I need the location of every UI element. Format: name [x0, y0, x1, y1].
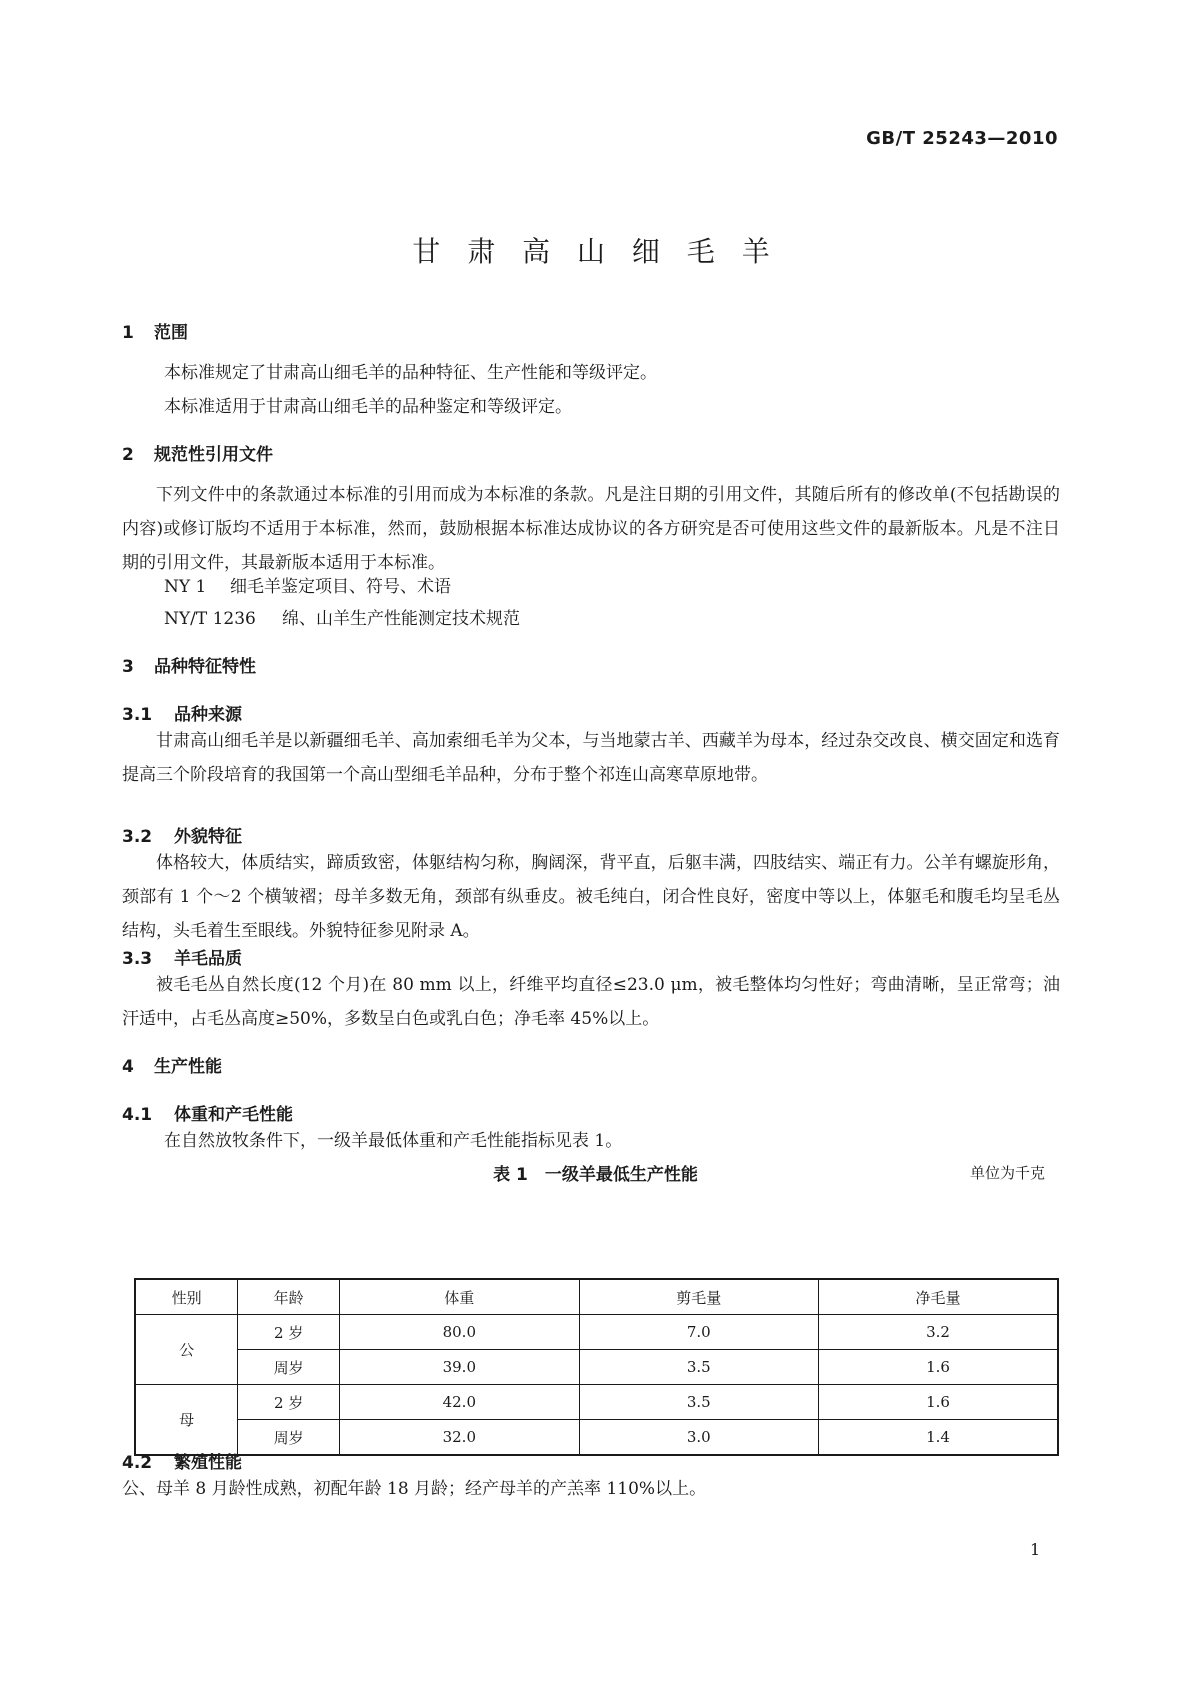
- section-number: 4: [122, 1057, 134, 1077]
- shear-cell: 3.0: [579, 1420, 818, 1456]
- paragraph: 下列文件中的条款通过本标准的引用而成为本标准的条款。凡是注日期的引用文件，其随后所有的修改单(不包括勘误的内容)或修订版均不适用于本标准，然而，鼓励根据本标准达成协议的各方研究是否可使用这些文件的最新版本。凡是不注日期的引用文件，其最新版本适用于本标准。: [122, 485, 1060, 573]
- sex-cell: 公: [135, 1315, 238, 1385]
- paragraph: 在自然放牧条件下，一级羊最低体重和产毛性能指标见表 1。: [164, 1131, 623, 1151]
- page-number: 1: [1030, 1540, 1041, 1559]
- weight-cell: 42.0: [340, 1385, 579, 1420]
- section-title: 体重和产毛性能: [174, 1105, 293, 1125]
- paragraph: 体格较大，体质结实，蹄质致密，体躯结构匀称，胸阔深，背平直，后躯丰满，四肢结实、端正有力。公羊有螺旋形角，颈部有 1 个～2 个横皱褶；母羊多数无角，颈部有纵垂皮。被毛纯白，闭合性良好，密度中等以上，体躯毛和腹毛均呈毛丛结构，头毛着生至眼线。外貌特征参见附录 A。: [122, 853, 1060, 941]
- age-cell: 2 岁: [238, 1385, 340, 1420]
- section-number: 4.1: [122, 1105, 153, 1125]
- table-title: 表 1 一级羊最低生产性能: [493, 1165, 698, 1185]
- subsection-3-1-heading: [122, 700, 242, 725]
- table-row: [135, 1350, 1058, 1385]
- section-2-heading: [122, 440, 273, 465]
- reference-code: NY 1: [164, 577, 207, 597]
- shear-cell: 3.5: [579, 1385, 818, 1420]
- column-header: 剪毛量: [579, 1279, 818, 1315]
- performance-table: [134, 1278, 1059, 1456]
- section-title: 外貌特征: [174, 827, 242, 847]
- subsection-4-2-heading: [122, 1448, 242, 1473]
- standard-code: GB/T 25243—2010: [866, 128, 1058, 149]
- section-number: 2: [122, 445, 134, 465]
- weight-cell: 32.0: [340, 1420, 579, 1456]
- section-number: 1: [122, 323, 134, 343]
- column-header: 性别: [135, 1279, 238, 1315]
- section-4-heading: [122, 1052, 222, 1077]
- reference-item: [164, 570, 451, 604]
- age-cell: 周岁: [238, 1350, 340, 1385]
- table-unit-label: 单位为千克: [969, 1164, 1045, 1182]
- reference-code: NY/T 1236: [164, 609, 256, 629]
- section-number: 3.3: [122, 949, 153, 969]
- clean-cell: 3.2: [819, 1315, 1059, 1350]
- section-number: 3.2: [122, 827, 153, 847]
- subsection-3-3-heading: [122, 944, 242, 969]
- section-number: 3: [122, 657, 134, 677]
- subsection-4-1-heading: [122, 1100, 293, 1125]
- section-title: 生产性能: [154, 1057, 222, 1077]
- column-header: 体重: [340, 1279, 579, 1315]
- paragraph: 本标准适用于甘肃高山细毛羊的品种鉴定和等级评定。: [164, 397, 572, 417]
- section-title: 品种来源: [174, 705, 242, 725]
- section-title: 品种特征特性: [154, 657, 256, 677]
- table-row: [135, 1420, 1058, 1456]
- reference-title: 绵、山羊生产性能测定技术规范: [282, 609, 520, 629]
- reference-item: [164, 602, 520, 636]
- reference-title: 细毛羊鉴定项目、符号、术语: [230, 577, 451, 597]
- section-title: 规范性引用文件: [154, 445, 273, 465]
- table-row: [135, 1385, 1058, 1420]
- section-title: 繁殖性能: [174, 1453, 242, 1473]
- shear-cell: 3.5: [579, 1350, 818, 1385]
- table-header-row: [135, 1279, 1058, 1315]
- weight-cell: 80.0: [340, 1315, 579, 1350]
- shear-cell: 7.0: [579, 1315, 818, 1350]
- section-title: 范围: [154, 323, 188, 343]
- section-number: 3.1: [122, 705, 153, 725]
- column-header: 净毛量: [819, 1279, 1059, 1315]
- age-cell: 周岁: [238, 1420, 340, 1456]
- clean-cell: 1.4: [819, 1420, 1059, 1456]
- section-1-heading: [122, 318, 188, 343]
- sex-cell: 母: [135, 1385, 238, 1456]
- document-title: 甘 肃 高 山 细 毛 羊: [412, 235, 779, 268]
- table-row: [135, 1315, 1058, 1350]
- subsection-3-2-heading: [122, 822, 242, 847]
- section-number: 4.2: [122, 1453, 153, 1473]
- paragraph: 甘肃高山细毛羊是以新疆细毛羊、高加索细毛羊为父本，与当地蒙古羊、西藏羊为母本，经过杂交改良、横交固定和选育提高三个阶段培育的我国第一个高山型细毛羊品种，分布于整个祁连山高寒草原地带。: [122, 731, 1060, 785]
- clean-cell: 1.6: [819, 1350, 1059, 1385]
- paragraph: 公、母羊 8 月龄性成熟，初配年龄 18 月龄；经产母羊的产羔率 110%以上。: [122, 1479, 707, 1499]
- age-cell: 2 岁: [238, 1315, 340, 1350]
- section-title: 羊毛品质: [174, 949, 242, 969]
- weight-cell: 39.0: [340, 1350, 579, 1385]
- column-header: 年龄: [238, 1279, 340, 1315]
- paragraph: 本标准规定了甘肃高山细毛羊的品种特征、生产性能和等级评定。: [164, 363, 657, 383]
- section-3-heading: [122, 652, 256, 677]
- clean-cell: 1.6: [819, 1385, 1059, 1420]
- paragraph: 被毛毛丛自然长度(12 个月)在 80 mm 以上，纤维平均直径≤23.0 μm，被毛整体均匀性好；弯曲清晰，呈正常弯；油汗适中，占毛丛高度≥50%，多数呈白色或乳白色；净毛率 45%以上。: [122, 975, 1060, 1029]
